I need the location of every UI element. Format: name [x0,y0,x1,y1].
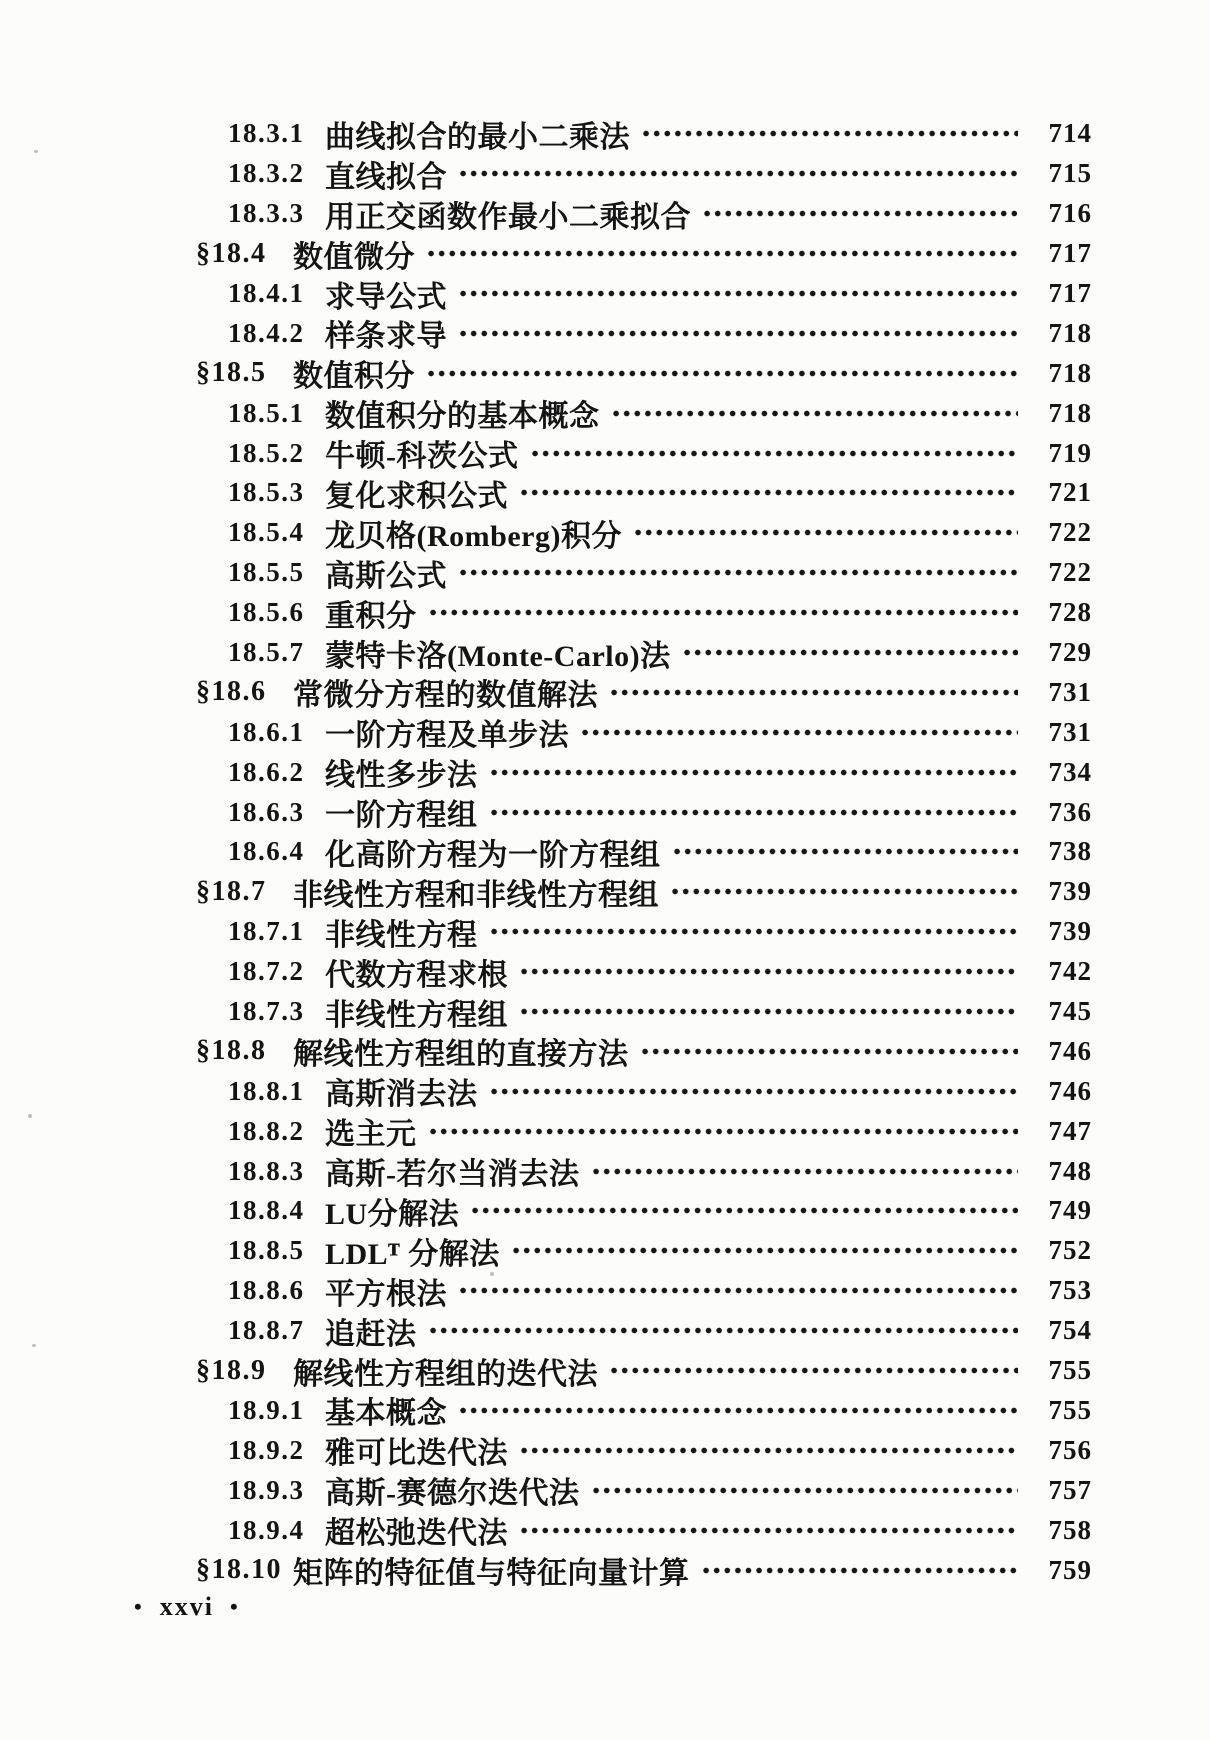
entry-number: 18.6.2 [228,756,305,787]
toc-entry [0,1191,1210,1231]
toc-entry [0,513,1210,553]
toc-entry [0,393,1210,433]
entry-title: 高斯-赛德尔迭代法 [325,1477,580,1511]
entry-title: 重积分 [325,599,417,633]
entry-number: §18.4 [196,237,267,269]
entry-page-number: 716 [1048,198,1092,229]
entry-title: 数值积分 [293,360,415,394]
entry-number: 18.3.1 [228,118,305,149]
entry-number: 18.4.2 [228,317,305,348]
toc-entry [0,1271,1210,1311]
dot-leader [491,808,1019,817]
entry-page-number: 757 [1048,1474,1092,1505]
dot-leader [703,1566,1019,1575]
entry-number: 18.5.5 [228,557,305,588]
toc-entry [0,194,1210,234]
toc-entry [0,752,1210,792]
entry-page-number: 731 [1048,676,1092,707]
entry-title: 一阶方程组 [325,799,478,833]
toc-entry [0,1351,1210,1391]
toc-entry [0,992,1210,1032]
entry-page-number: 718 [1048,357,1092,388]
scan-speck [556,903,560,907]
entry-page-number: 736 [1048,796,1092,827]
entry-title: LU分解法 [325,1198,460,1231]
entry-page-number: 742 [1048,956,1092,987]
dot-leader [430,1127,1019,1136]
entry-title: 一阶方程及单步法 [325,719,569,753]
entry-page-number: 739 [1048,876,1092,907]
entry-title: 蒙特卡洛(Monte-Carlo)法 [325,639,671,673]
entry-title: 解线性方程组的迭代法 [293,1357,598,1391]
toc-entry [0,1231,1210,1271]
dot-leader [611,1366,1018,1375]
entry-title: 高斯公式 [325,559,447,593]
entry-title: 复化求积公式 [325,479,508,513]
entry-number: 18.6.1 [228,716,305,747]
entry-title: 基本概念 [325,1397,447,1431]
entry-page-number: 731 [1048,716,1092,747]
entry-title: 样条求导 [325,320,447,354]
entry-number: 18.8.7 [228,1315,305,1346]
entry-number: 18.6.4 [228,836,305,867]
entry-title: 雅可比迭代法 [325,1437,508,1471]
toc-list [0,114,1210,1590]
scan-speck [32,1344,36,1347]
entry-title: 曲线拟合的最小二乘法 [325,120,630,154]
entry-number: 18.9.3 [228,1474,305,1505]
entry-title: 数值积分的基本概念 [325,400,600,434]
dot-leader [460,568,1018,577]
entry-title: 数值微分 [293,240,415,274]
toc-entry [0,1550,1210,1590]
toc-entry [0,313,1210,353]
entry-number: 18.3.2 [228,158,305,189]
dot-leader [593,1167,1019,1176]
toc-entry [0,1111,1210,1151]
dot-leader [582,728,1018,737]
entry-number: 18.8.1 [228,1075,305,1106]
toc-entry [0,712,1210,752]
dot-leader [521,967,1018,976]
entry-page-number: 746 [1048,1035,1092,1066]
toc-entry [0,274,1210,314]
entry-title: 高斯-若尔当消去法 [325,1158,580,1192]
entry-number: 18.8.5 [228,1235,305,1266]
entry-number: 18.5.2 [228,437,305,468]
entry-title: 用正交函数作最小二乘拟合 [325,200,691,234]
entry-page-number: 758 [1048,1514,1092,1545]
entry-page-number: 718 [1048,397,1092,428]
entry-title: 解线性方程组的直接方法 [293,1038,629,1072]
entry-title: 线性多步法 [325,759,478,793]
entry-title: 高斯消去法 [325,1078,478,1112]
entry-title: 牛顿-科茨公式 [325,440,519,474]
toc-entry [0,473,1210,513]
entry-page-number: 752 [1048,1235,1092,1266]
dot-leader [472,1206,1018,1215]
entry-title: 非线性方程组 [325,998,508,1032]
dot-leader [460,169,1018,178]
entry-number: 18.5.1 [228,397,305,428]
entry-title: LDLᵀ 分解法 [325,1237,500,1271]
entry-title: 求导公式 [325,280,447,314]
toc-entry [0,672,1210,712]
footer-right-bullet-icon: • [229,1594,240,1619]
entry-number: §18.7 [196,875,267,907]
entry-page-number: 738 [1048,836,1092,867]
entry-number: 18.5.4 [228,517,305,548]
entry-number: 18.8.3 [228,1155,305,1186]
dot-leader [672,887,1018,896]
entry-number: 18.8.6 [228,1275,305,1306]
entry-title: 龙贝格(Romberg)积分 [325,519,622,553]
entry-page-number: 747 [1048,1115,1092,1146]
dot-leader [460,329,1018,338]
dot-leader [521,1007,1018,1016]
entry-page-number: 728 [1048,597,1092,628]
entry-page-number: 739 [1048,916,1092,947]
toc-entry [0,1031,1210,1071]
toc-entry [0,553,1210,593]
toc-entry [0,1151,1210,1191]
scan-speck [34,150,38,153]
entry-number: 18.8.4 [228,1195,305,1226]
dot-leader [491,1087,1019,1096]
toc-entry [0,433,1210,473]
dot-leader [430,1326,1019,1335]
entry-number: §18.10 [196,1554,282,1585]
toc-entry [0,154,1210,194]
toc-entry [0,872,1210,912]
toc-entry [0,832,1210,872]
dot-leader [460,1406,1018,1415]
entry-title: 非线性方程 [325,918,478,952]
entry-page-number: 749 [1048,1195,1092,1226]
dot-leader [491,768,1019,777]
entry-page-number: 715 [1048,158,1092,189]
entry-number: 18.9.2 [228,1434,305,1465]
entry-page-number: 729 [1048,637,1092,668]
toc-entry [0,1311,1210,1351]
dot-leader [521,1446,1018,1455]
entry-page-number: 714 [1048,118,1092,149]
entry-title: 常微分方程的数值解法 [293,679,598,713]
toc-entry [0,1391,1210,1431]
dot-leader [635,528,1018,537]
entry-title: 平方根法 [325,1277,447,1311]
entry-page-number: 719 [1048,437,1092,468]
entry-title: 选主元 [325,1118,417,1152]
entry-page-number: 734 [1048,756,1092,787]
toc-entry [0,912,1210,952]
entry-page-number: 721 [1048,477,1092,508]
entry-page-number: 717 [1048,278,1092,308]
toc-entry [0,792,1210,832]
entry-number: 18.5.7 [228,637,305,668]
entry-title: 矩阵的特征值与特征向量计算 [293,1557,690,1591]
entry-page-number: 755 [1048,1355,1092,1386]
scan-speck [28,1114,32,1118]
dot-leader [643,129,1018,138]
toc-entry [0,1430,1210,1470]
entry-page-number: 755 [1048,1394,1092,1425]
entry-page-number: 754 [1048,1315,1092,1346]
dot-leader [430,608,1019,617]
dot-leader [460,289,1018,298]
entry-title: 化高阶方程为一阶方程组 [325,838,661,872]
entry-page-number: 745 [1048,996,1092,1027]
entry-page-number: 746 [1048,1075,1092,1106]
entry-page-number: 718 [1048,317,1092,348]
entry-title: 追赶法 [325,1317,417,1351]
entry-number: §18.5 [196,357,267,389]
dot-leader [611,688,1018,697]
dot-leader [674,847,1019,856]
dot-leader [428,369,1018,378]
scan-speck [490,1272,494,1276]
entry-page-number: 756 [1048,1434,1092,1465]
dot-leader [704,209,1018,218]
entry-number: 18.7.1 [228,916,305,947]
entry-number: §18.8 [196,1035,267,1067]
dot-leader [428,249,1018,258]
dot-leader [684,648,1018,657]
entry-number: 18.5.3 [228,477,305,508]
entry-page-number: 717 [1048,238,1092,269]
entry-number: 18.9.1 [228,1394,305,1425]
entry-page-number: 753 [1048,1275,1092,1306]
entry-title: 超松弛迭代法 [325,1517,508,1551]
entry-number: 18.7.3 [228,996,305,1027]
entry-number: 18.5.6 [228,597,305,628]
entry-number: 18.9.4 [228,1514,305,1545]
entry-page-number: 722 [1048,557,1092,588]
entry-number: 18.4.1 [228,278,305,308]
entry-number: 18.3.3 [228,198,305,229]
dot-leader [521,1526,1018,1535]
toc-entry [0,234,1210,274]
dot-leader [491,927,1019,936]
entry-title: 非线性方程和非线性方程组 [293,878,659,912]
toc-entry [0,1071,1210,1111]
folio-page-number: xxvi [159,1592,214,1621]
entry-title: 直线拟合 [325,160,447,194]
entry-page-number: 759 [1048,1554,1092,1585]
dot-leader [642,1047,1019,1056]
toc-entry [0,633,1210,673]
toc-entry [0,114,1210,154]
footer-left-bullet-icon: • [134,1594,144,1619]
entry-number: 18.8.2 [228,1115,305,1146]
toc-entry [0,1470,1210,1510]
toc-entry [0,593,1210,633]
entry-number: 18.6.3 [228,796,305,827]
dot-leader [460,1286,1018,1295]
toc-entry [0,952,1210,992]
entry-page-number: 748 [1048,1155,1092,1186]
dot-leader [513,1246,1018,1255]
dot-leader [532,449,1019,458]
toc-entry [0,353,1210,393]
entry-title: 代数方程求根 [325,958,508,992]
toc-entry [0,1510,1210,1550]
dot-leader [613,409,1019,418]
dot-leader [593,1486,1019,1495]
dot-leader [521,488,1018,497]
entry-number: §18.9 [196,1354,267,1386]
entry-page-number: 722 [1048,517,1092,548]
page-footer [134,1592,240,1622]
entry-number: §18.6 [196,676,267,708]
entry-number: 18.7.2 [228,956,305,987]
